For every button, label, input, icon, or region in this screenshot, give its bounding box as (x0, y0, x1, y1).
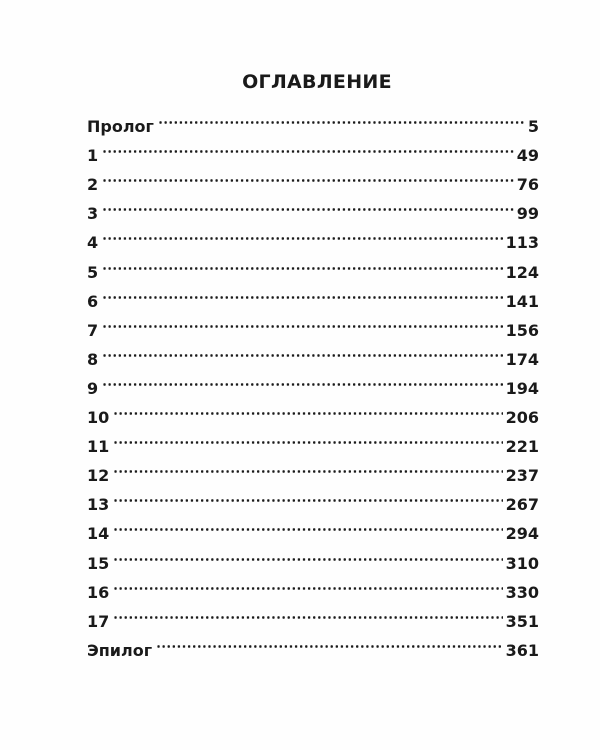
toc-entry (87, 190, 539, 224)
toc-entry-label: 5 (87, 262, 99, 282)
toc-entry-page-number: 206 (505, 408, 539, 428)
toc-entry (87, 307, 539, 340)
dot-leader (113, 569, 502, 598)
toc-entry (87, 627, 539, 660)
toc-entry-label: 4 (87, 233, 99, 253)
dot-leader (102, 190, 514, 219)
toc-entry-page-number: 174 (505, 349, 539, 369)
toc-entry-page-number: 221 (505, 437, 539, 457)
dot-leader (113, 510, 502, 539)
toc-entry (87, 132, 539, 166)
toc-entry (87, 365, 539, 398)
dot-leader (113, 481, 502, 510)
dot-leader (113, 394, 502, 423)
toc-entry-label: 17 (87, 611, 110, 631)
toc-entry-page-number: 156 (505, 320, 539, 340)
toc-entry-label: Эпилог (87, 640, 153, 660)
toc-entry (87, 161, 539, 195)
toc-entry-page-number: 237 (505, 466, 539, 486)
dot-leader (113, 452, 502, 481)
toc-entry-page-number: 310 (505, 553, 539, 573)
toc-entry-page-number: 267 (505, 495, 539, 515)
toc-entry (87, 481, 539, 515)
toc-entry-page-number: 330 (505, 582, 539, 602)
dot-leader (156, 627, 503, 656)
toc-entry-page-number: 124 (505, 262, 539, 282)
toc-entry-label: 11 (87, 437, 110, 457)
toc-entry-page-number: 99 (516, 204, 539, 224)
toc-entry-label: 13 (87, 495, 110, 515)
dot-leader (113, 598, 502, 627)
dot-leader (102, 161, 514, 190)
dot-leader (102, 132, 514, 161)
toc-entry (87, 336, 539, 369)
dot-leader (113, 539, 502, 568)
toc-entry-label: 14 (87, 524, 110, 544)
toc-entry-page-number: 141 (505, 291, 539, 311)
toc-entry-page-number: 351 (505, 611, 539, 631)
dot-leader (102, 336, 502, 365)
dot-leader (102, 307, 502, 336)
toc-entry-page-number: 294 (505, 524, 539, 544)
toc-entry-page-number: 194 (505, 378, 539, 398)
toc-entry-label: 16 (87, 582, 110, 602)
toc-entry-label: 2 (87, 175, 99, 195)
page-title: ОГЛАВЛЕНИЕ (242, 71, 392, 93)
dot-leader (158, 103, 525, 132)
toc-entry (87, 569, 539, 602)
toc-entry-label: 3 (87, 204, 99, 224)
dot-leader (102, 278, 502, 307)
toc-entry-label: 7 (87, 320, 99, 340)
dot-leader (102, 248, 502, 277)
toc-entry (87, 278, 539, 311)
dot-leader (102, 365, 502, 394)
toc-entry-page-number: 361 (505, 640, 539, 660)
toc-entry (87, 248, 539, 282)
table-of-contents (87, 103, 539, 660)
toc-entry-label: 9 (87, 378, 99, 398)
toc-entry-page-number: 76 (516, 175, 539, 195)
toc-entry (87, 423, 539, 457)
toc-entry-label: 12 (87, 466, 110, 486)
toc-entry-label: 8 (87, 349, 99, 369)
toc-entry (87, 598, 539, 631)
toc-entry-label: 1 (87, 146, 99, 166)
toc-entry (87, 539, 539, 573)
toc-entry (87, 452, 539, 486)
toc-entry (87, 219, 539, 253)
toc-entry-page-number: 113 (505, 233, 539, 253)
dot-leader (102, 219, 502, 248)
toc-entry (87, 103, 539, 137)
toc-entry-label: 15 (87, 553, 110, 573)
toc-entry-label: Пролог (87, 117, 154, 137)
toc-entry-label: 10 (87, 408, 110, 428)
toc-entry (87, 510, 539, 544)
dot-leader (113, 423, 502, 452)
toc-entry-page-number: 5 (527, 117, 539, 137)
toc-entry (87, 394, 539, 428)
toc-entry-label: 6 (87, 291, 99, 311)
toc-entry-page-number: 49 (516, 146, 539, 166)
